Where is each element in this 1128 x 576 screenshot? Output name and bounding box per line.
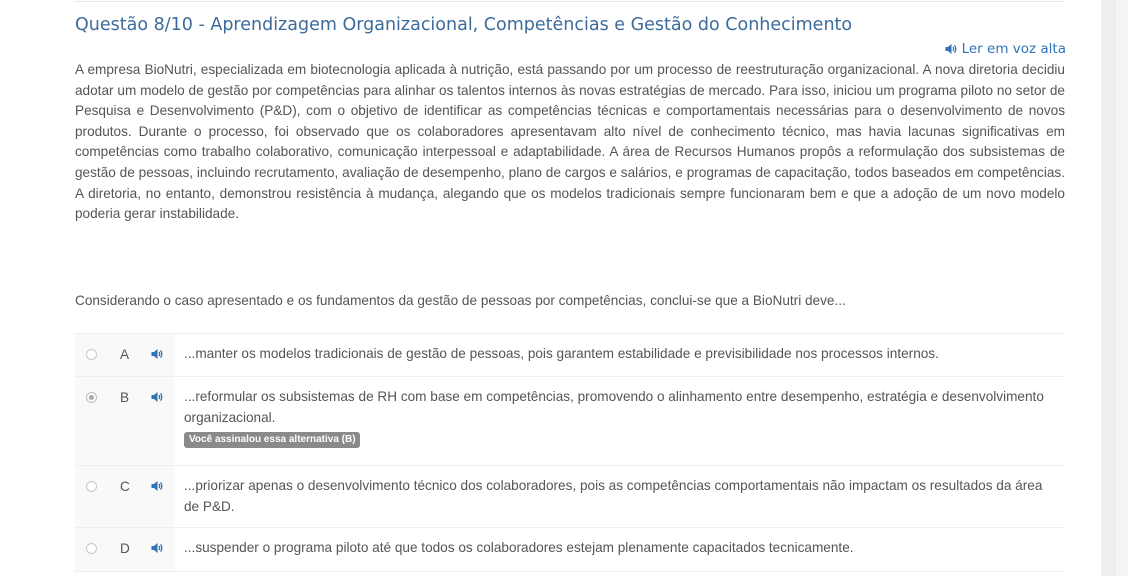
alternative-c[interactable]: [75, 466, 1065, 528]
read-aloud-label: Ler em voz alta: [961, 41, 1066, 57]
alternative-text: ...priorizar apenas o desenvolvimento técnico dos colaboradores, pois as competências comportamentais não impactam os resultados da área de P&D.: [184, 478, 1043, 514]
volume-up-icon: [945, 43, 958, 55]
selected-answer-badge: Você assinalou essa alternativa (B): [184, 432, 360, 448]
read-aloud-button[interactable]: [945, 41, 1066, 57]
volume-up-icon[interactable]: [151, 541, 164, 559]
alternative-b[interactable]: [75, 377, 1065, 466]
alternative-a[interactable]: [75, 334, 1065, 377]
radio-button-b[interactable]: [86, 392, 97, 403]
alternative-controls: [75, 377, 175, 465]
alternative-text: ...reformular os subsistemas de RH com base em competências, promovendo o alinhamento entre desempenho, estratégia e desenvolvimento organizacional.: [184, 389, 1044, 425]
alternative-controls: [75, 334, 175, 376]
alternative-letter: A: [120, 347, 130, 362]
alternative-letter: B: [120, 390, 130, 405]
alternative-letter: D: [120, 541, 130, 556]
alternative-content: [175, 377, 1065, 465]
volume-up-icon[interactable]: [151, 479, 164, 497]
radio-button-c[interactable]: [86, 481, 97, 492]
volume-up-icon[interactable]: [151, 347, 164, 365]
radio-button-d[interactable]: [86, 543, 97, 554]
vertical-scrollbar[interactable]: [1116, 0, 1128, 576]
alternative-controls: [75, 528, 175, 571]
alternative-controls: [75, 466, 175, 527]
alternative-d[interactable]: [75, 528, 1065, 572]
page-right-gutter: [1101, 0, 1116, 576]
question-title: Questão 8/10 - Aprendizagem Organizacional, Competências e Gestão do Conhecimento: [75, 15, 853, 35]
radio-button-a[interactable]: [86, 349, 97, 360]
alternative-letter: C: [120, 479, 130, 494]
question-statement: A empresa BioNutri, especializada em biotecnologia aplicada à nutrição, está passando por um processo de reestruturação organizacional. A nova diretoria decidiu adotar um modelo de gestão por competências para alinhar os talentos internos às novas estratégias de mercado. Para isso, iniciou um programa piloto no setor de Pesquisa e Desenvolvimento (P&D), com o objetivo de identificar as competências técnicas e comportamentais necessárias para o desenvolvimento de novos produtos. Durante o processo, foi observado que os colaboradores apresentavam alto nível de conhecimento técnico, mas havia lacunas significativas em competências como trabalho colaborativo, comunicação interpessoal e adaptabilidade. A área de Recursos Humanos propôs a reformulação dos subsistemas de gestão de pessoas, incluindo recrutamento, avaliação de desempenho, plano de cargos e salários, e programas de capacitação, todos baseados em competências. A diretoria, no entanto, demonstrou resistência à mudança, alegando que os modelos tradicionais sempre funcionaram bem e que a adoção de um novo modelo poderia gerar instabilidade.: [75, 62, 1065, 222]
question-prompt: Considerando o caso apresentado e os fundamentos da gestão de pessoas por competências, conclui-se que a BioNutri deve...: [75, 293, 846, 308]
alternative-text: ...manter os modelos tradicionais de gestão de pessoas, pois garantem estabilidade e previsibilidade nos processos internos.: [184, 346, 939, 361]
alternatives-list: [75, 333, 1065, 572]
divider: [75, 1, 1065, 2]
alternative-text: ...suspender o programa piloto até que todos os colaboradores estejam plenamente capacitados tecnicamente.: [184, 540, 854, 555]
volume-up-icon[interactable]: [151, 390, 164, 408]
